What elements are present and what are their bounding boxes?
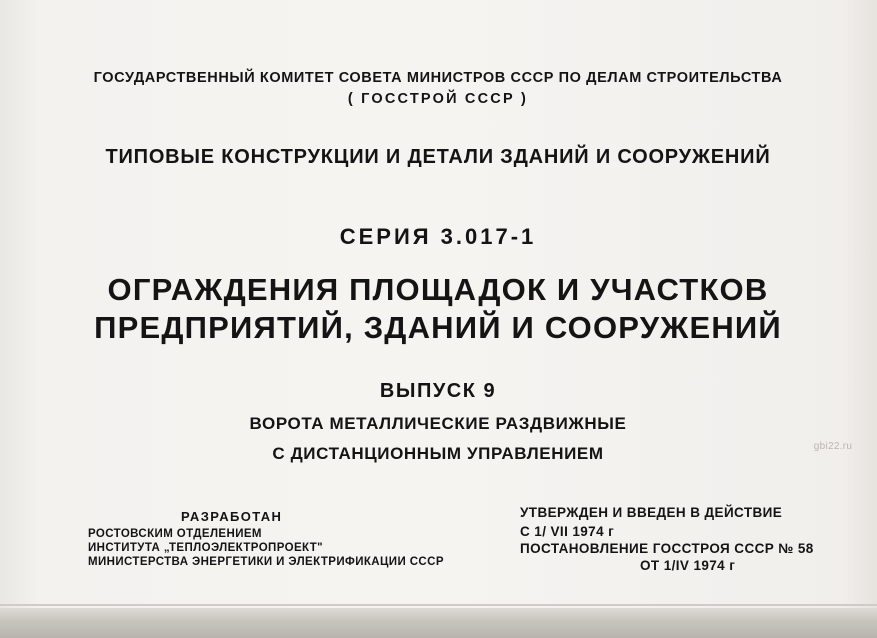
developer-line-1: РОСТОВСКИМ ОТДЕЛЕНИЕМ	[88, 528, 262, 540]
subtitle-line-1: ВОРОТА МЕТАЛЛИЧЕСКИЕ РАЗДВИЖНЫЕ	[249, 414, 627, 433]
developer-line-2: ИНСТИТУТА „ТЕПЛОЭЛЕКТРОПРОЕКТ"	[88, 542, 324, 554]
watermark-label: gbi22.ru	[813, 441, 853, 452]
category-line: ТИПОВЫЕ КОНСТРУКЦИИ И ДЕТАЛИ ЗДАНИЙ И СООРУЖЕНИЙ	[105, 146, 771, 168]
document-title-line-2: ПРЕДПРИЯТИЙ, ЗДАНИЙ И СООРУЖЕНИЙ	[94, 310, 782, 345]
committee-line: ГОСУДАРСТВЕННЫЙ КОМИТЕТ СОВЕТА МИНИСТРОВ СССР ПО ДЕЛАМ СТРОИТЕЛЬСТВА	[93, 70, 783, 86]
developer-line-3: МИНИСТЕРСТВА ЭНЕРГЕТИКИ И ЭЛЕКТРИФИКАЦИИ СССР	[88, 556, 444, 568]
approval-line-3: ПОСТАНОВЛЕНИЕ ГОССТРОЯ СССР № 58	[520, 541, 814, 556]
approval-line-1: УТВЕРЖДЕН И ВВЕДЕН В ДЕЙСТВИЕ	[520, 505, 783, 520]
approval-line-4: ОТ 1/IV 1974 г	[640, 558, 736, 573]
issue-line: ВЫПУСК 9	[379, 380, 497, 402]
subtitle-line-2: С ДИСТАНЦИОННЫМ УПРАВЛЕНИЕМ	[272, 444, 604, 463]
series-line: СЕРИЯ 3.017-1	[339, 224, 537, 249]
document-title-line-1: ОГРАЖДЕНИЯ ПЛОЩАДОК И УЧАСТКОВ	[107, 272, 769, 307]
agency-line: ( ГОССТРОЙ СССР )	[347, 91, 529, 107]
developer-heading: РАЗРАБОТАН	[181, 509, 283, 524]
scan-bottom-edge	[0, 608, 877, 638]
scan-edge-line	[0, 604, 877, 606]
approval-line-2: С 1/ VII 1974 г	[520, 524, 615, 539]
